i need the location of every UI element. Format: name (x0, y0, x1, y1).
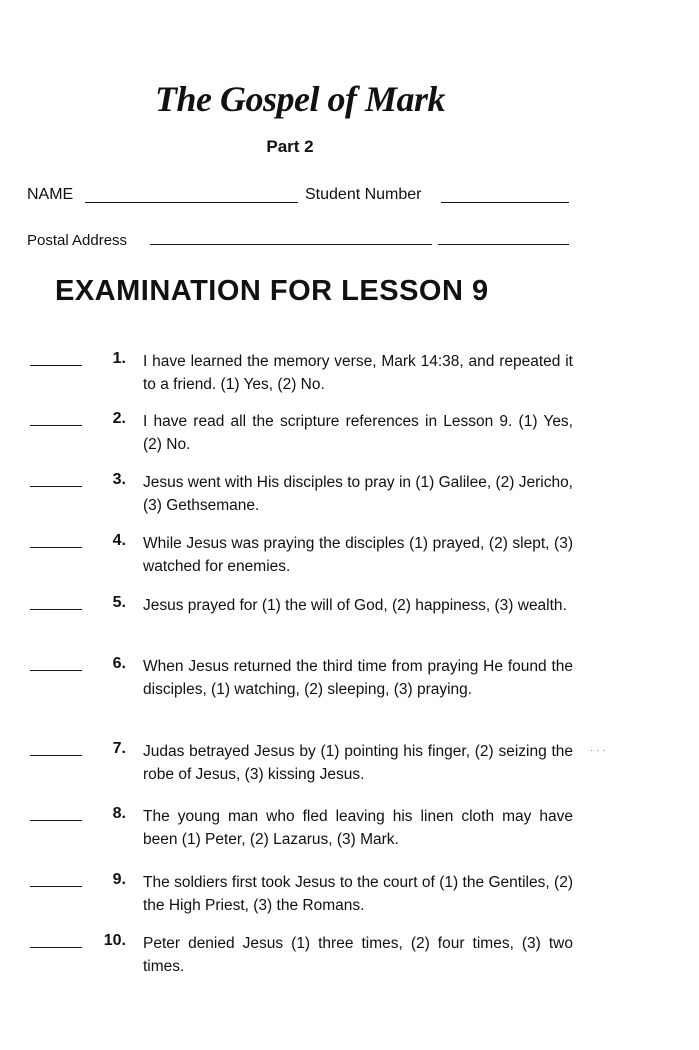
answer-blank[interactable] (30, 547, 82, 548)
question-text: Jesus went with His disciples to pray in (1) Galilee, (2) Jericho, (3) Gethsemane. (143, 474, 573, 514)
answer-blank[interactable] (30, 609, 82, 610)
answer-blank[interactable] (30, 365, 82, 366)
answer-blank[interactable] (30, 886, 82, 887)
question-text: I have read all the scripture references in Lesson 9. (1) Yes, (2) No. (143, 413, 573, 453)
page-title: The Gospel of Mark (155, 79, 445, 119)
question-text: Judas betrayed Jesus by (1) pointing his finger, (2) seizing the robe of Jesus, (3) kissing Jesus. (143, 743, 573, 783)
answer-blank[interactable] (30, 425, 82, 426)
question-text: The young man who fled leaving his linen cloth may have been (1) Peter, (2) Lazarus, (3) Mark. (143, 808, 573, 848)
question-number: 8. (112, 805, 126, 822)
page-subtitle: Part 2 (266, 137, 314, 156)
name-field[interactable] (85, 202, 298, 203)
question-number: 7. (112, 740, 126, 757)
answer-blank[interactable] (30, 670, 82, 671)
question-number: 3. (112, 471, 126, 488)
question-text: I have learned the memory verse, Mark 14:38, and repeated it to a friend. (1) Yes, (2) No. (143, 353, 573, 393)
question-text: While Jesus was praying the disciples (1) prayed, (2) slept, (3) watched for enemies. (143, 535, 573, 575)
postal-address-field-extra[interactable] (438, 244, 569, 245)
question-text: When Jesus returned the third time from praying He found the disciples, (1) watching, (2) sleeping, (3) praying. (143, 658, 573, 698)
question-number: 5. (112, 594, 126, 611)
answer-blank[interactable] (30, 947, 82, 948)
stray-pencil-mark: · · · (590, 745, 606, 756)
question-text: The soldiers first took Jesus to the court of (1) the Gentiles, (2) the High Priest, (3) the Romans. (143, 874, 573, 914)
postal-address-label: Postal Address (27, 232, 128, 249)
question-number: 10. (103, 932, 126, 949)
answer-blank[interactable] (30, 820, 82, 821)
student-number-field[interactable] (441, 202, 569, 203)
question-number: 4. (112, 532, 126, 549)
answer-blank[interactable] (30, 486, 82, 487)
answer-blank[interactable] (30, 755, 82, 756)
question-text: Peter denied Jesus (1) three times, (2) four times, (3) two times. (143, 935, 573, 975)
postal-address-field[interactable] (150, 244, 432, 245)
question-number: 9. (112, 871, 126, 888)
question-number: 1. (112, 350, 126, 367)
question-number: 2. (112, 410, 126, 427)
student-number-label: Student Number (305, 186, 422, 203)
question-number: 6. (112, 655, 126, 672)
exam-heading: EXAMINATION FOR LESSON 9 (55, 275, 489, 307)
name-label: NAME (27, 186, 74, 203)
question-text: Jesus prayed for (1) the will of God, (2) happiness, (3) wealth. (143, 597, 567, 614)
